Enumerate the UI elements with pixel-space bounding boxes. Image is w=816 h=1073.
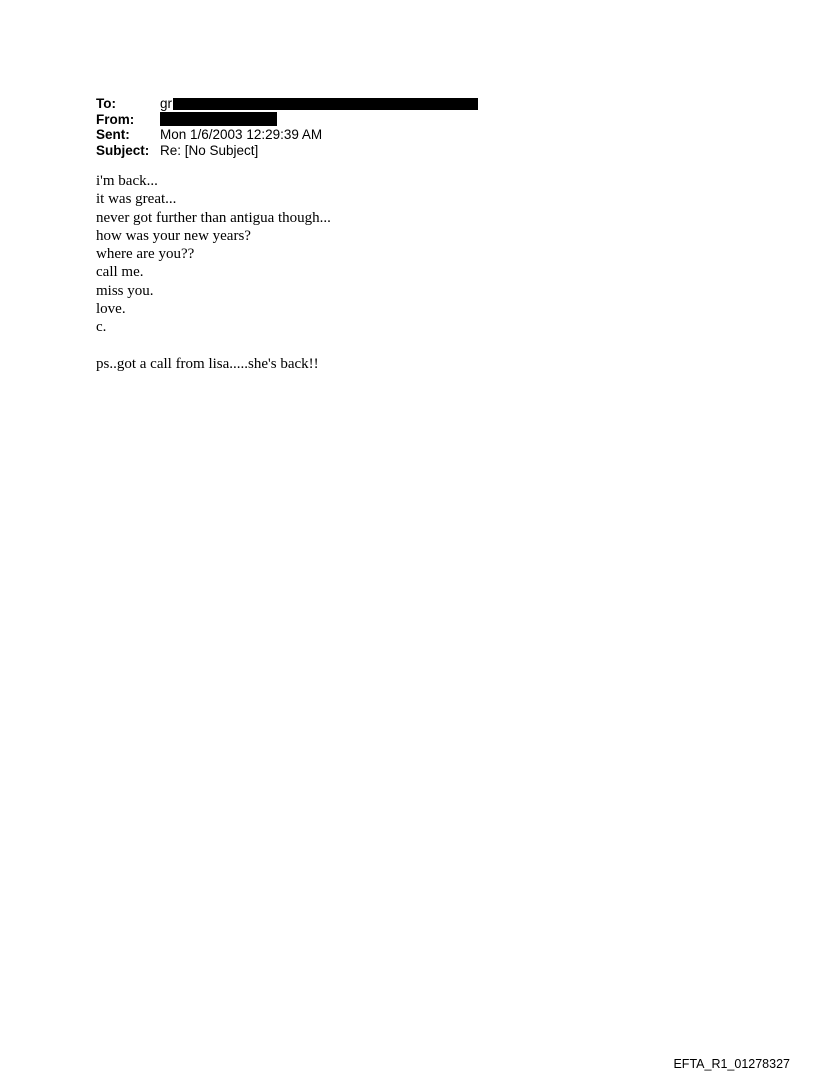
postscript: ps..got a call from lisa.....she's back!! [96, 356, 319, 372]
to-value [160, 96, 478, 112]
from-label: From: [96, 111, 135, 127]
from-row [96, 112, 478, 128]
to-label: To: [96, 96, 116, 111]
to-value-prefix: gr [160, 96, 173, 111]
sent-value: Mon 1/6/2003 12:29:39 AM [160, 127, 323, 142]
redaction-bar-to [173, 98, 478, 110]
body-line: call me. [96, 264, 144, 281]
to-row [96, 96, 478, 112]
body-line: miss you. [96, 282, 154, 299]
subject-row [96, 143, 478, 159]
email-header [96, 96, 478, 158]
body-line: it was great... [96, 191, 177, 208]
subject-label: Subject: [96, 142, 150, 158]
sent-row [96, 127, 478, 143]
body-line: love. [96, 301, 126, 318]
body-line: c. [96, 319, 107, 336]
body-line: never got further than antigua though... [96, 209, 331, 226]
document-id: EFTA_R1_01278327 [673, 1057, 790, 1071]
subject-value: Re: [No Subject] [160, 142, 259, 158]
body-line: how was your new years? [96, 227, 251, 244]
body-line: i'm back... [96, 173, 158, 189]
email-body [96, 172, 331, 337]
sent-label: Sent: [96, 127, 130, 142]
body-line: where are you?? [96, 246, 195, 263]
redaction-bar-from [160, 112, 277, 126]
from-value [160, 112, 277, 126]
